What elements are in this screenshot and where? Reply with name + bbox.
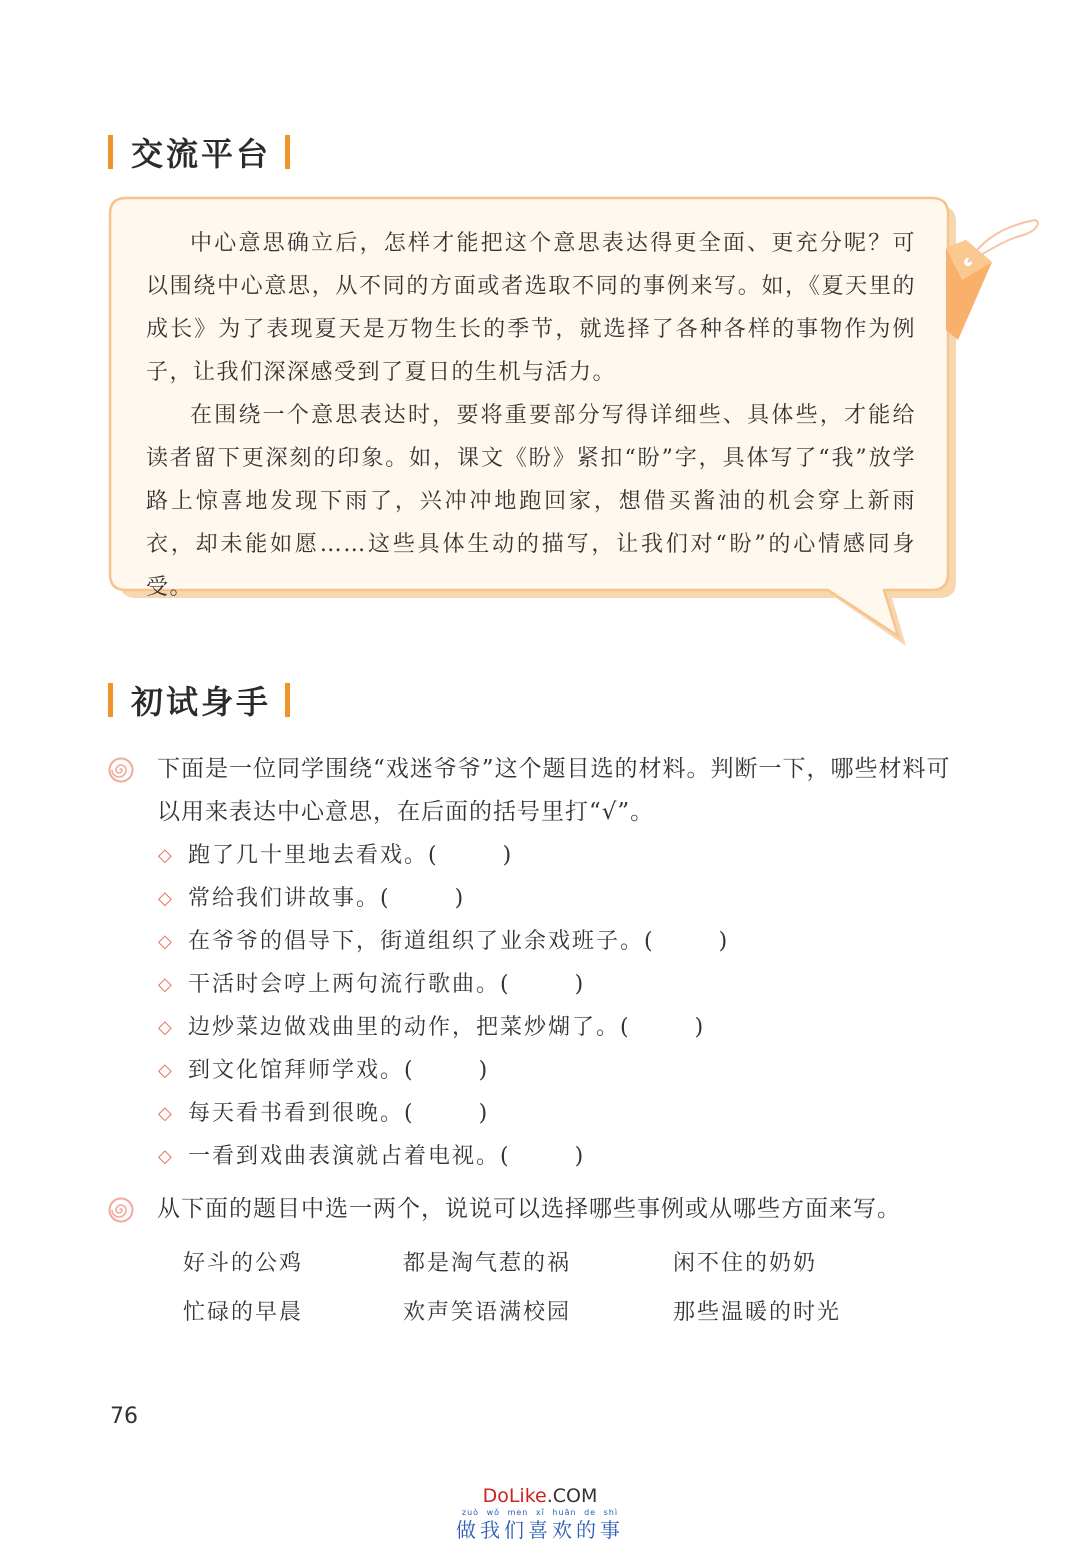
item-text: 跑了几十里地去看戏。	[188, 843, 429, 868]
material-list	[158, 834, 958, 1178]
diamond-bullet-icon: ◇	[158, 1103, 174, 1124]
list-item	[158, 1092, 958, 1135]
diamond-bullet-icon: ◇	[158, 845, 174, 866]
watermark	[430, 1484, 650, 1542]
watermark-brand	[430, 1484, 650, 1508]
topic-row	[183, 1244, 943, 1293]
topic-row	[183, 1293, 943, 1342]
list-item	[158, 1049, 958, 1092]
answer-bracket[interactable]: ( )	[404, 1101, 488, 1126]
answer-bracket[interactable]: ( )	[428, 843, 512, 868]
item-text: 常给我们讲故事。	[188, 886, 381, 911]
watermark-pinyin: zuò wǒ men xǐ huān de shì	[461, 1508, 619, 1517]
topic-item: 闲不住的奶奶	[673, 1251, 818, 1276]
topic-item: 欢声笑语满校园	[403, 1300, 572, 1325]
list-item	[158, 834, 958, 877]
item-text: 每天看书看到很晚。	[188, 1101, 405, 1126]
item-text: 一看到戏曲表演就占着电视。	[188, 1144, 501, 1169]
exchange-paragraph-1: 中心意思确立后，怎样才能把这个意思表达得更全面、更充分呢？可以围绕中心意思，从不同的方面或者选取不同的事例来写。如，《夏天里的成长》为了表现夏天是万物生长的季节，就选择了各种各样的事物作为例子，让我们深深感受到了夏日的生机与活力。	[146, 231, 916, 385]
heading-bar-left	[108, 683, 113, 717]
list-item	[158, 963, 958, 1006]
list-item	[158, 1006, 958, 1049]
answer-bracket[interactable]: ( )	[620, 1015, 704, 1040]
diamond-bullet-icon: ◇	[158, 888, 174, 909]
topic-item: 忙碌的早晨	[183, 1300, 304, 1325]
heading-bar-right	[285, 683, 290, 717]
answer-bracket[interactable]: ( )	[644, 929, 728, 954]
item-text: 干活时会哼上两句流行歌曲。	[188, 972, 501, 997]
list-item	[158, 877, 958, 920]
item-text: 边炒菜边做戏曲里的动作，把菜炒煳了。	[188, 1015, 621, 1040]
exchange-paragraph-2: 在围绕一个意思表达时，要将重要部分写得详细些、具体些，才能给读者留下更深刻的印象。如，课文《盼》紧扣“盼”字，具体写了“我”放学路上惊喜地发现下雨了，兴冲冲地跑回家，想借买酱油的机会穿上新雨衣，却未能如愿……这些具体生动的描写，让我们对“盼”的心情感同身受。	[146, 403, 916, 600]
item-text: 在爷爷的倡导下，街道组织了业余戏班子。	[188, 929, 645, 954]
diamond-bullet-icon: ◇	[158, 1146, 174, 1167]
answer-bracket[interactable]: ( )	[500, 972, 584, 997]
spiral-bullet-icon	[108, 1197, 134, 1223]
spiral-bullet-icon	[108, 757, 134, 783]
question-2-text: 从下面的题目中选一两个，说说可以选择哪些事例或从哪些方面来写。	[157, 1196, 901, 1222]
topic-item: 好斗的公鸡	[183, 1251, 304, 1276]
answer-bracket[interactable]: ( )	[500, 1144, 584, 1169]
section-title-try: 初试身手	[131, 683, 272, 721]
item-text: 到文化馆拜师学戏。	[188, 1058, 405, 1083]
page-number: 76	[110, 1404, 138, 1429]
topic-item: 那些温暖的时光	[673, 1300, 842, 1325]
answer-bracket[interactable]: ( )	[380, 886, 464, 911]
section-heading-try	[108, 680, 290, 720]
diamond-bullet-icon: ◇	[158, 974, 174, 995]
diamond-bullet-icon: ◇	[158, 1017, 174, 1038]
question-1-text: 下面是一位同学围绕“戏迷爷爷”这个题目选的材料。判断一下，哪些材料可以用来表达中心意思，在后面的括号里打“√”。	[157, 756, 951, 825]
watermark-brand-dark: .COM	[546, 1485, 598, 1507]
topic-item: 都是淘气惹的祸	[403, 1251, 572, 1276]
diamond-bullet-icon: ◇	[158, 1060, 174, 1081]
diamond-bullet-icon: ◇	[158, 931, 174, 952]
list-item	[158, 920, 958, 963]
list-item	[158, 1135, 958, 1178]
answer-bracket[interactable]: ( )	[404, 1058, 488, 1083]
tag-icon	[946, 220, 1038, 340]
topic-grid	[183, 1244, 943, 1342]
section-title-exchange: 交流平台	[131, 135, 272, 173]
watermark-brand-red: DoLike	[482, 1485, 547, 1507]
watermark-slogan: 做我们喜欢的事	[456, 1518, 624, 1542]
exchange-content	[146, 222, 916, 609]
